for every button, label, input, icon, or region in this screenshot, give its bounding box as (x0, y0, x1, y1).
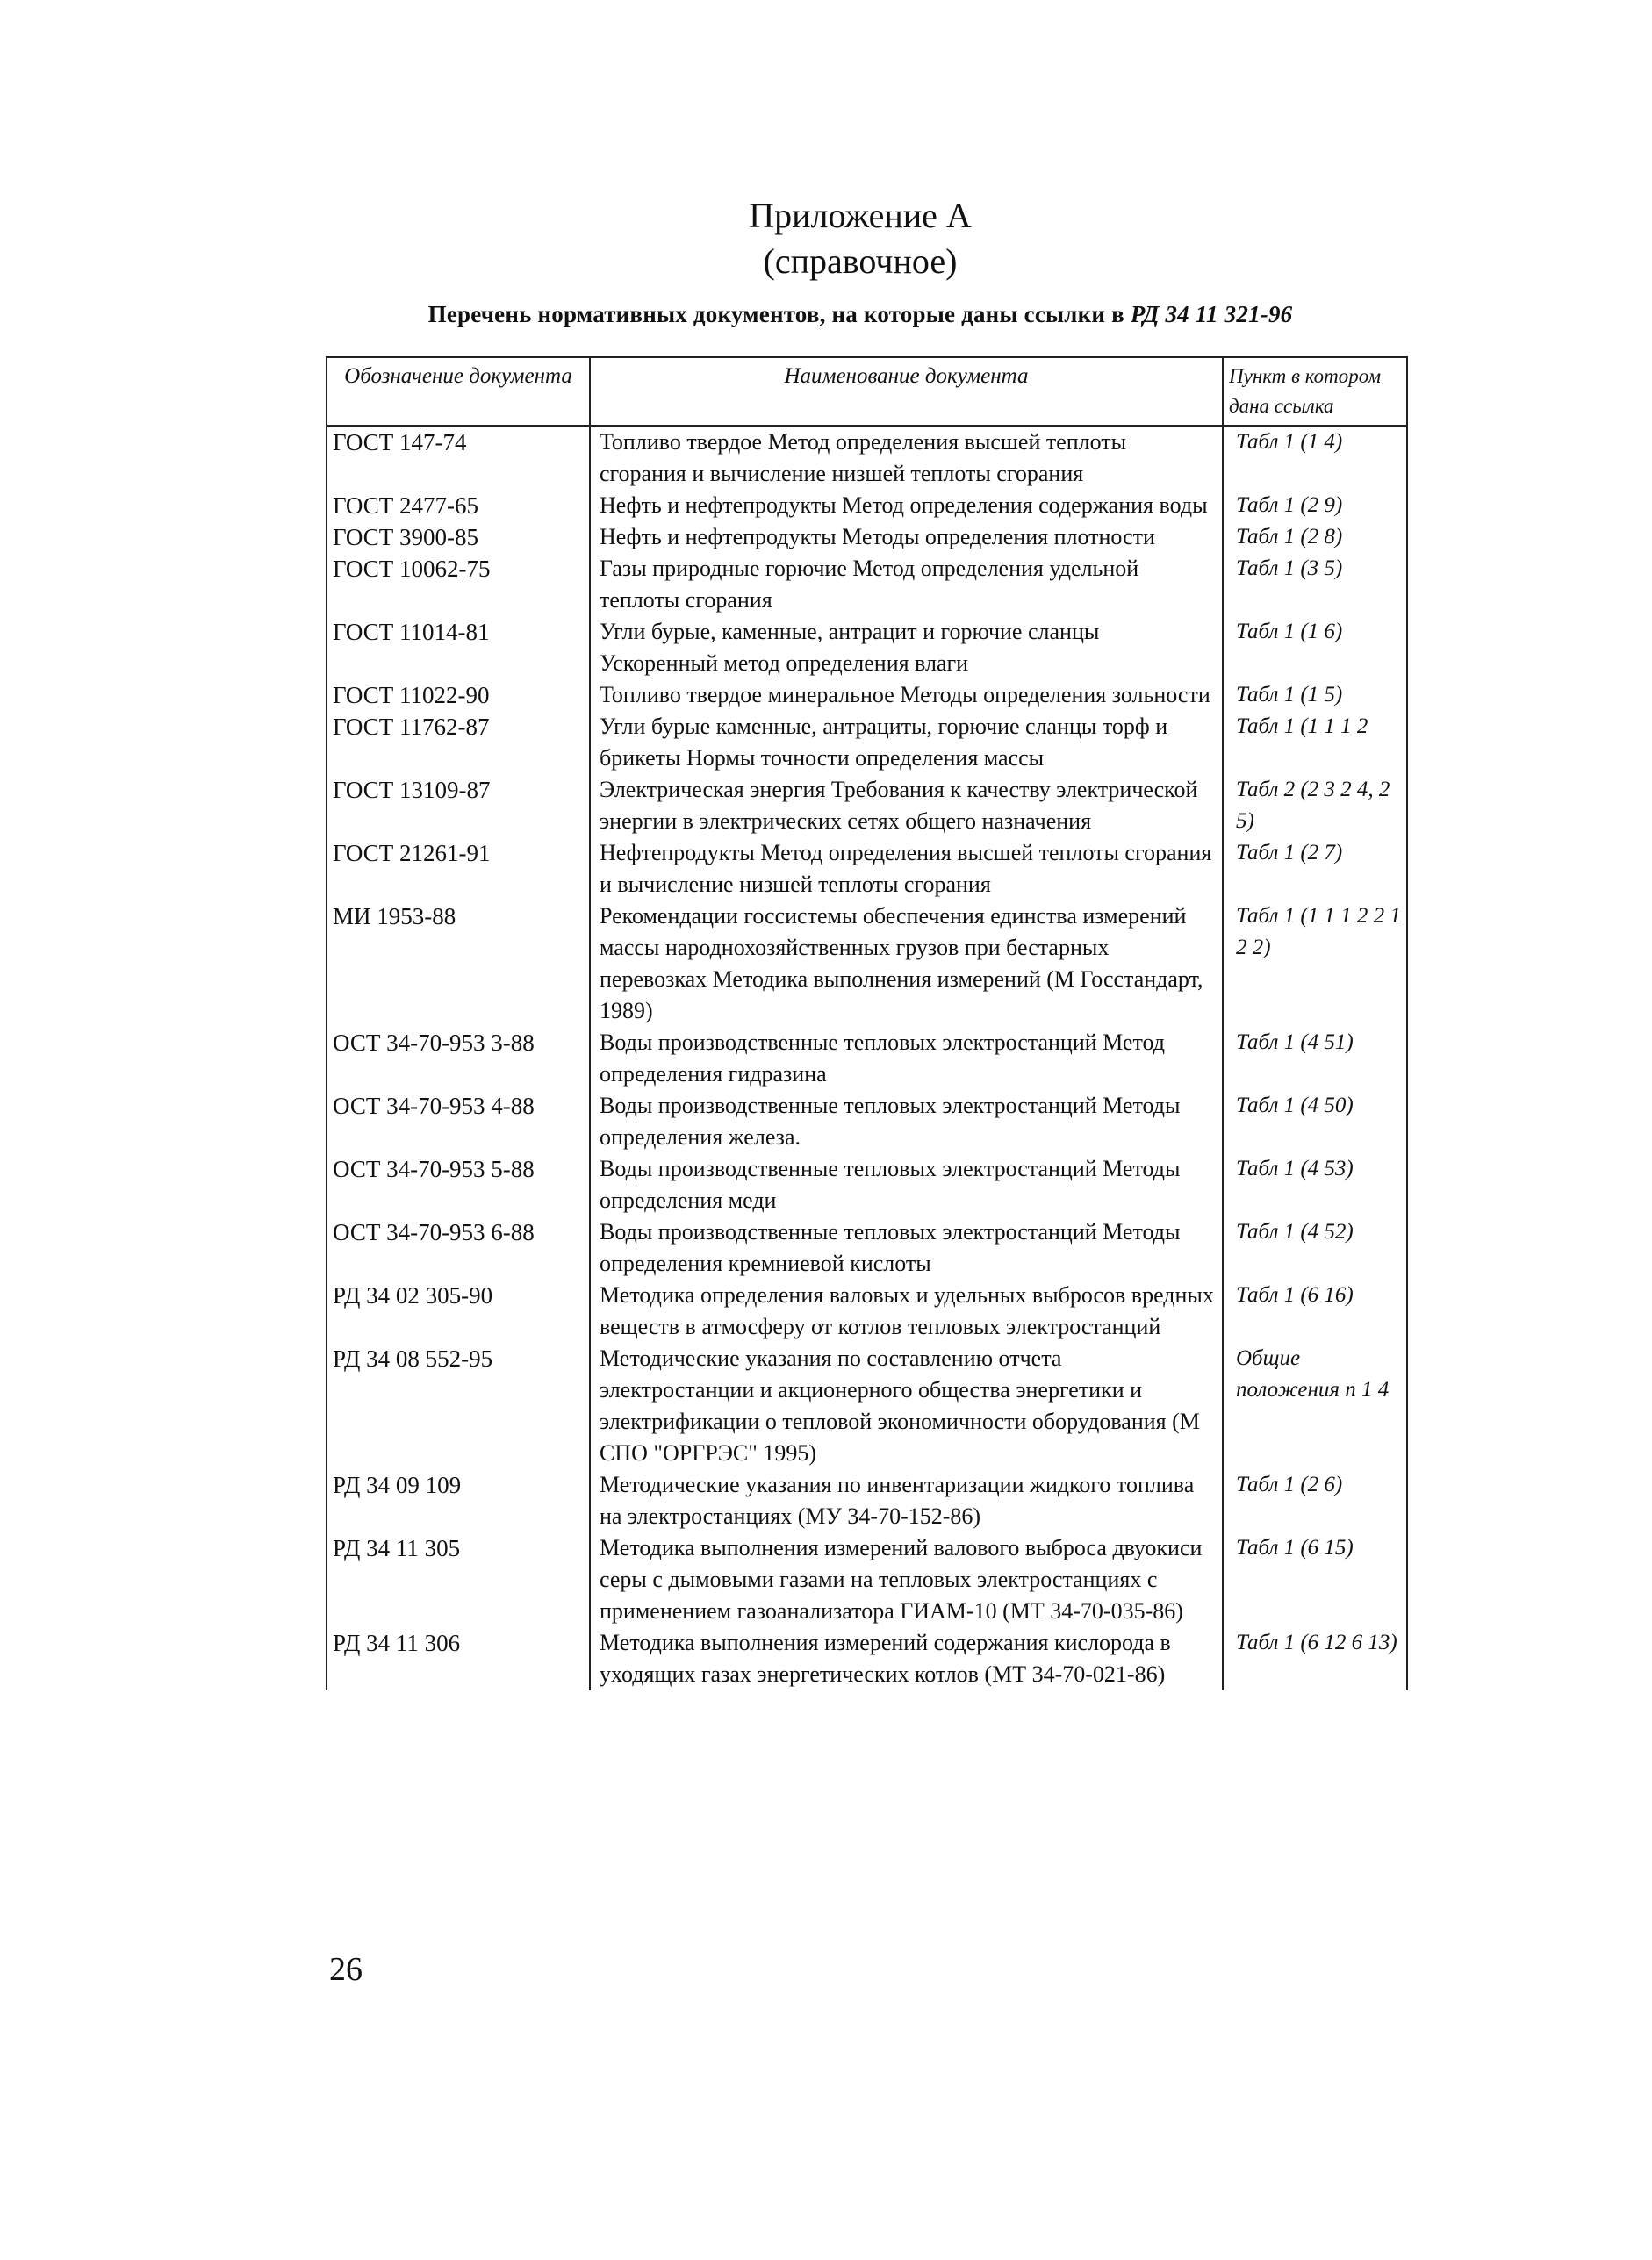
document-code: РД 34 11 305 (327, 1532, 590, 1627)
reference-cell: Табл 2 (2 3 2 4, 2 5) (1223, 774, 1407, 837)
reference-cell: Табл 1 (3 5) (1223, 553, 1407, 616)
column-header-reference: Пункт в котором дана ссылка (1223, 357, 1407, 426)
table-row (327, 426, 1407, 490)
table-caption-text: Перечень нормативных документов, на которые даны ссылки в (427, 301, 1131, 327)
page-number: 26 (329, 1951, 363, 1988)
reference-cell: Табл 1 (1 4) (1223, 426, 1407, 490)
document-name: Угли бурые каменные, антрациты, горючие сланцы торф и брикеты Нормы точности определения массы (590, 711, 1223, 774)
table-row (327, 1280, 1407, 1343)
appendix-title-line2: (справочное) (763, 241, 958, 281)
document-code: МИ 1953-88 (327, 900, 590, 1027)
table-caption-doc: РД 34 11 321-96 (1130, 301, 1293, 327)
reference-cell: Табл 1 (1 6) (1223, 616, 1407, 679)
document-code: ГОСТ 11022-90 (327, 679, 590, 711)
document-code: ГОСТ 10062-75 (327, 553, 590, 616)
table-row (327, 521, 1407, 553)
table-row (327, 1343, 1407, 1469)
table-row (327, 1469, 1407, 1532)
document-code: ГОСТ 13109-87 (327, 774, 590, 837)
reference-cell: Табл 1 (1 5) (1223, 679, 1407, 711)
document-name: Нефть и нефтепродукты Метод определения содержания воды (590, 490, 1223, 521)
table-row (327, 1027, 1407, 1090)
document-name: Нефть и нефтепродукты Методы определения плотности (590, 521, 1223, 553)
document-code: ГОСТ 3900-85 (327, 521, 590, 553)
document-code: ОСТ 34-70-953 4-88 (327, 1090, 590, 1153)
document-code: ОСТ 34-70-953 5-88 (327, 1153, 590, 1216)
document-code: ГОСТ 21261-91 (327, 837, 590, 900)
document-name: Воды производственные тепловых электростанций Методы определения кремниевой кислоты (590, 1216, 1223, 1280)
table-row (327, 774, 1407, 837)
table-row (327, 1627, 1407, 1690)
table-caption (0, 301, 1652, 328)
table-row (327, 490, 1407, 521)
document-name: Газы природные горючие Метод определения удельной теплоты сгорания (590, 553, 1223, 616)
table-row (327, 1216, 1407, 1280)
document-name: Топливо твердое Метод определения высшей теплоты сгорания и вычисление низшей теплоты сгорания (590, 426, 1223, 490)
document-name: Методические указания по инвентаризации жидкого топлива на электростанциях (МУ 34-70-152-86) (590, 1469, 1223, 1532)
document-name: Топливо твердое минеральное Методы определения зольности (590, 679, 1223, 711)
document-code: РД 34 08 552-95 (327, 1343, 590, 1469)
document-name: Воды производственные тепловых электростанций Методы определения меди (590, 1153, 1223, 1216)
reference-cell: Табл 1 (4 53) (1223, 1153, 1407, 1216)
reference-cell: Табл 1 (6 15) (1223, 1532, 1407, 1627)
column-header-designation: Обозначение документа (327, 357, 590, 426)
reference-cell: Общие положения п 1 4 (1223, 1343, 1407, 1469)
table-row (327, 1532, 1407, 1627)
document-name: Угли бурые, каменные, антрацит и горючие сланцы Ускоренный метод определения влаги (590, 616, 1223, 679)
document-code: РД 34 02 305-90 (327, 1280, 590, 1343)
table-row (327, 837, 1407, 900)
table-row (327, 679, 1407, 711)
document-name: Методика выполнения измерений валового выброса двуокиси серы с дымовыми газами на тепловых электростанциях с применением газоанализатора ГИАМ-10 (МТ 34-70-035-86) (590, 1532, 1223, 1627)
table-row (327, 900, 1407, 1027)
document-name: Воды производственные тепловых электростанций Метод определения гидразина (590, 1027, 1223, 1090)
table-row (327, 1153, 1407, 1216)
document-code: ГОСТ 11762-87 (327, 711, 590, 774)
reference-cell: Табл 1 (4 50) (1223, 1090, 1407, 1153)
reference-cell: Табл 1 (6 16) (1223, 1280, 1407, 1343)
reference-cell: Табл 1 (1 1 1 2 2 1 2 2) (1223, 900, 1407, 1027)
column-header-name: Наименование документа (590, 357, 1223, 426)
reference-cell: Табл 1 (4 52) (1223, 1216, 1407, 1280)
reference-cell: Табл 1 (2 8) (1223, 521, 1407, 553)
document-name: Электрическая энергия Требования к качеству электрической энергии в электрических сетях общего назначения (590, 774, 1223, 837)
appendix-title-line1: Приложение А (749, 196, 972, 235)
reference-cell: Табл 1 (1 1 1 2 (1223, 711, 1407, 774)
document-code: РД 34 11 306 (327, 1627, 590, 1690)
document-name: Нефтепродукты Метод определения высшей теплоты сгорания и вычисление низшей теплоты сгорания (590, 837, 1223, 900)
reference-cell: Табл 1 (2 7) (1223, 837, 1407, 900)
document-code: РД 34 09 109 (327, 1469, 590, 1532)
reference-cell: Табл 1 (6 12 6 13) (1223, 1627, 1407, 1690)
appendix-title (0, 193, 1652, 284)
document-code: ГОСТ 11014-81 (327, 616, 590, 679)
table-row (327, 1090, 1407, 1153)
table-header-row (327, 357, 1407, 426)
document-name: Методика выполнения измерений содержания кислорода в уходящих газах энергетических котлов (МТ 34-70-021-86) (590, 1627, 1223, 1690)
document-name: Методика определения валовых и удельных выбросов вредных веществ в атмосферу от котлов тепловых электростанций (590, 1280, 1223, 1343)
reference-cell: Табл 1 (2 9) (1223, 490, 1407, 521)
reference-cell: Табл 1 (2 6) (1223, 1469, 1407, 1532)
document-code: ГОСТ 147-74 (327, 426, 590, 490)
reference-cell: Табл 1 (4 51) (1223, 1027, 1407, 1090)
document-code: ГОСТ 2477-65 (327, 490, 590, 521)
document-name: Воды производственные тепловых электростанций Методы определения железа. (590, 1090, 1223, 1153)
table-body (327, 426, 1407, 1690)
document-code: ОСТ 34-70-953 3-88 (327, 1027, 590, 1090)
document-name: Методические указания по составлению отчета электростанции и акционерного общества энергетики и электрификации о тепловой экономичности оборудования (М СПО "ОРГРЭС" 1995) (590, 1343, 1223, 1469)
table-row (327, 553, 1407, 616)
document-code: ОСТ 34-70-953 6-88 (327, 1216, 590, 1280)
references-table (326, 356, 1408, 1690)
table-row (327, 616, 1407, 679)
table-row (327, 711, 1407, 774)
document-name: Рекомендации госсистемы обеспечения единства измерений массы народнохозяйственных грузов при бестарных перевозках Методика выполнения измерений (М Госстандарт, 1989) (590, 900, 1223, 1027)
